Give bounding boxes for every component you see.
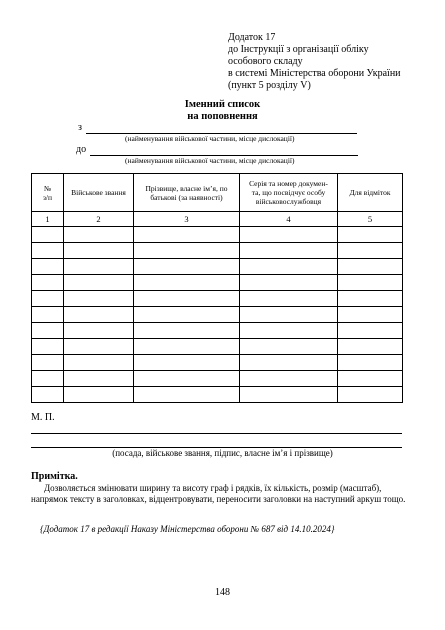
column-number-row bbox=[32, 212, 403, 227]
table-cell[interactable] bbox=[134, 307, 240, 323]
table-cell[interactable] bbox=[338, 339, 403, 355]
table-cell[interactable] bbox=[64, 339, 134, 355]
table-cell[interactable] bbox=[134, 275, 240, 291]
table-cell[interactable] bbox=[32, 339, 64, 355]
col-header-text: з/п bbox=[42, 192, 53, 202]
to-prefix: до bbox=[76, 144, 87, 155]
signature-caption: (посада, військове звання, підпис, власне ім’я і прізвище) bbox=[112, 448, 333, 458]
table-cell[interactable] bbox=[64, 307, 134, 323]
table-cell[interactable] bbox=[240, 291, 338, 307]
table-cell[interactable] bbox=[338, 243, 403, 259]
table-cell[interactable] bbox=[64, 291, 134, 307]
stamp-label: М. П. bbox=[31, 412, 55, 423]
col-header-name bbox=[134, 174, 240, 212]
col-header-text: Серія та номер докумен- bbox=[249, 179, 328, 188]
table-cell[interactable] bbox=[240, 259, 338, 275]
note-text: Дозволяється змінювати ширину та висоту граф і рядків, їх кількість, розмір (масштаб), напрямок тексту в заголовках, відцентровувати, переносити заголовки на наступний аркуш тощо. bbox=[31, 483, 406, 504]
to-caption: (найменування військової частини, місце дислокації) bbox=[125, 156, 295, 165]
annex-header bbox=[228, 32, 401, 92]
table-cell[interactable] bbox=[64, 371, 134, 387]
column-number: 2 bbox=[64, 212, 134, 227]
column-number: 4 bbox=[240, 212, 338, 227]
annex-header-line: особового складу bbox=[228, 56, 303, 67]
table-cell[interactable] bbox=[240, 323, 338, 339]
table-row bbox=[32, 243, 403, 259]
table-cell[interactable] bbox=[134, 371, 240, 387]
table-cell[interactable] bbox=[134, 259, 240, 275]
table-cell[interactable] bbox=[32, 387, 64, 403]
table-cell[interactable] bbox=[134, 387, 240, 403]
table-cell[interactable] bbox=[338, 371, 403, 387]
table-cell[interactable] bbox=[64, 275, 134, 291]
table-cell[interactable] bbox=[240, 307, 338, 323]
table-row bbox=[32, 339, 403, 355]
from-prefix: з bbox=[78, 122, 82, 133]
document-subtitle: на поповнення bbox=[187, 111, 258, 122]
table-cell[interactable] bbox=[134, 339, 240, 355]
table-cell[interactable] bbox=[240, 227, 338, 243]
table-row bbox=[32, 387, 403, 403]
amendment-note: {Додаток 17 в редакції Наказу Міністерства оборони № 687 від 14.10.2024} bbox=[40, 524, 335, 534]
col-header-rank bbox=[64, 174, 134, 212]
table-row bbox=[32, 371, 403, 387]
col-header-text: військовослужбовця bbox=[255, 197, 322, 206]
annex-header-line: (пункт 5 розділу V) bbox=[228, 80, 311, 91]
table-cell[interactable] bbox=[338, 291, 403, 307]
from-caption: (найменування військової частини, місце дислокації) bbox=[125, 134, 295, 143]
table-row bbox=[32, 307, 403, 323]
table-cell[interactable] bbox=[32, 307, 64, 323]
table-cell[interactable] bbox=[240, 355, 338, 371]
table-cell[interactable] bbox=[64, 243, 134, 259]
note-heading: Примітка. bbox=[31, 471, 78, 482]
table-cell[interactable] bbox=[32, 243, 64, 259]
table-cell[interactable] bbox=[338, 323, 403, 339]
table-cell[interactable] bbox=[338, 259, 403, 275]
table-cell[interactable] bbox=[64, 355, 134, 371]
table-row bbox=[32, 275, 403, 291]
annex-header-line: до Інструкції з організації обліку bbox=[228, 44, 369, 55]
table-cell[interactable] bbox=[240, 387, 338, 403]
table-cell[interactable] bbox=[134, 227, 240, 243]
table-cell[interactable] bbox=[240, 275, 338, 291]
table-cell[interactable] bbox=[32, 355, 64, 371]
table-cell[interactable] bbox=[338, 227, 403, 243]
table-cell[interactable] bbox=[134, 243, 240, 259]
table-cell[interactable] bbox=[64, 323, 134, 339]
signature-line bbox=[31, 433, 402, 434]
table-row bbox=[32, 355, 403, 371]
col-header-text: Прізвище, власне ім’я, по bbox=[145, 183, 228, 193]
table-cell[interactable] bbox=[32, 371, 64, 387]
col-header-number bbox=[32, 174, 64, 212]
personnel-table bbox=[31, 173, 403, 403]
table-row bbox=[32, 227, 403, 243]
table-cell[interactable] bbox=[240, 371, 338, 387]
col-header-text: батькові (за наявності) bbox=[150, 192, 223, 202]
table-cell[interactable] bbox=[32, 323, 64, 339]
table-cell[interactable] bbox=[338, 355, 403, 371]
table-cell[interactable] bbox=[32, 291, 64, 307]
table-cell[interactable] bbox=[134, 323, 240, 339]
table-cell[interactable] bbox=[134, 355, 240, 371]
table-cell[interactable] bbox=[338, 307, 403, 323]
col-header-text: Для відміток bbox=[349, 188, 391, 197]
table-cell[interactable] bbox=[32, 259, 64, 275]
document-title: Іменний список bbox=[184, 99, 261, 110]
col-header-document bbox=[240, 174, 338, 212]
table-cell[interactable] bbox=[32, 275, 64, 291]
table-row bbox=[32, 259, 403, 275]
col-header-notes bbox=[338, 174, 403, 212]
table-cell[interactable] bbox=[338, 275, 403, 291]
page-number: 148 bbox=[215, 587, 230, 598]
col-header-text: № bbox=[43, 183, 52, 193]
annex-header-line: в системі Міністерства оборони України bbox=[228, 68, 401, 79]
table-cell[interactable] bbox=[338, 387, 403, 403]
table-cell[interactable] bbox=[64, 387, 134, 403]
table-cell[interactable] bbox=[240, 339, 338, 355]
table-row bbox=[32, 291, 403, 307]
table-cell[interactable] bbox=[64, 227, 134, 243]
annex-header-line: Додаток 17 bbox=[228, 32, 276, 43]
table-cell[interactable] bbox=[134, 291, 240, 307]
table-header-row bbox=[32, 174, 403, 212]
col-header-text: та, що посвідчує особу bbox=[251, 188, 326, 197]
table-cell[interactable] bbox=[32, 227, 64, 243]
table-row bbox=[32, 323, 403, 339]
table-cell[interactable] bbox=[64, 259, 134, 275]
column-number: 1 bbox=[32, 212, 64, 227]
table-cell[interactable] bbox=[240, 243, 338, 259]
col-header-text: Військове звання bbox=[71, 188, 126, 197]
column-number: 5 bbox=[338, 212, 403, 227]
column-number: 3 bbox=[134, 212, 240, 227]
